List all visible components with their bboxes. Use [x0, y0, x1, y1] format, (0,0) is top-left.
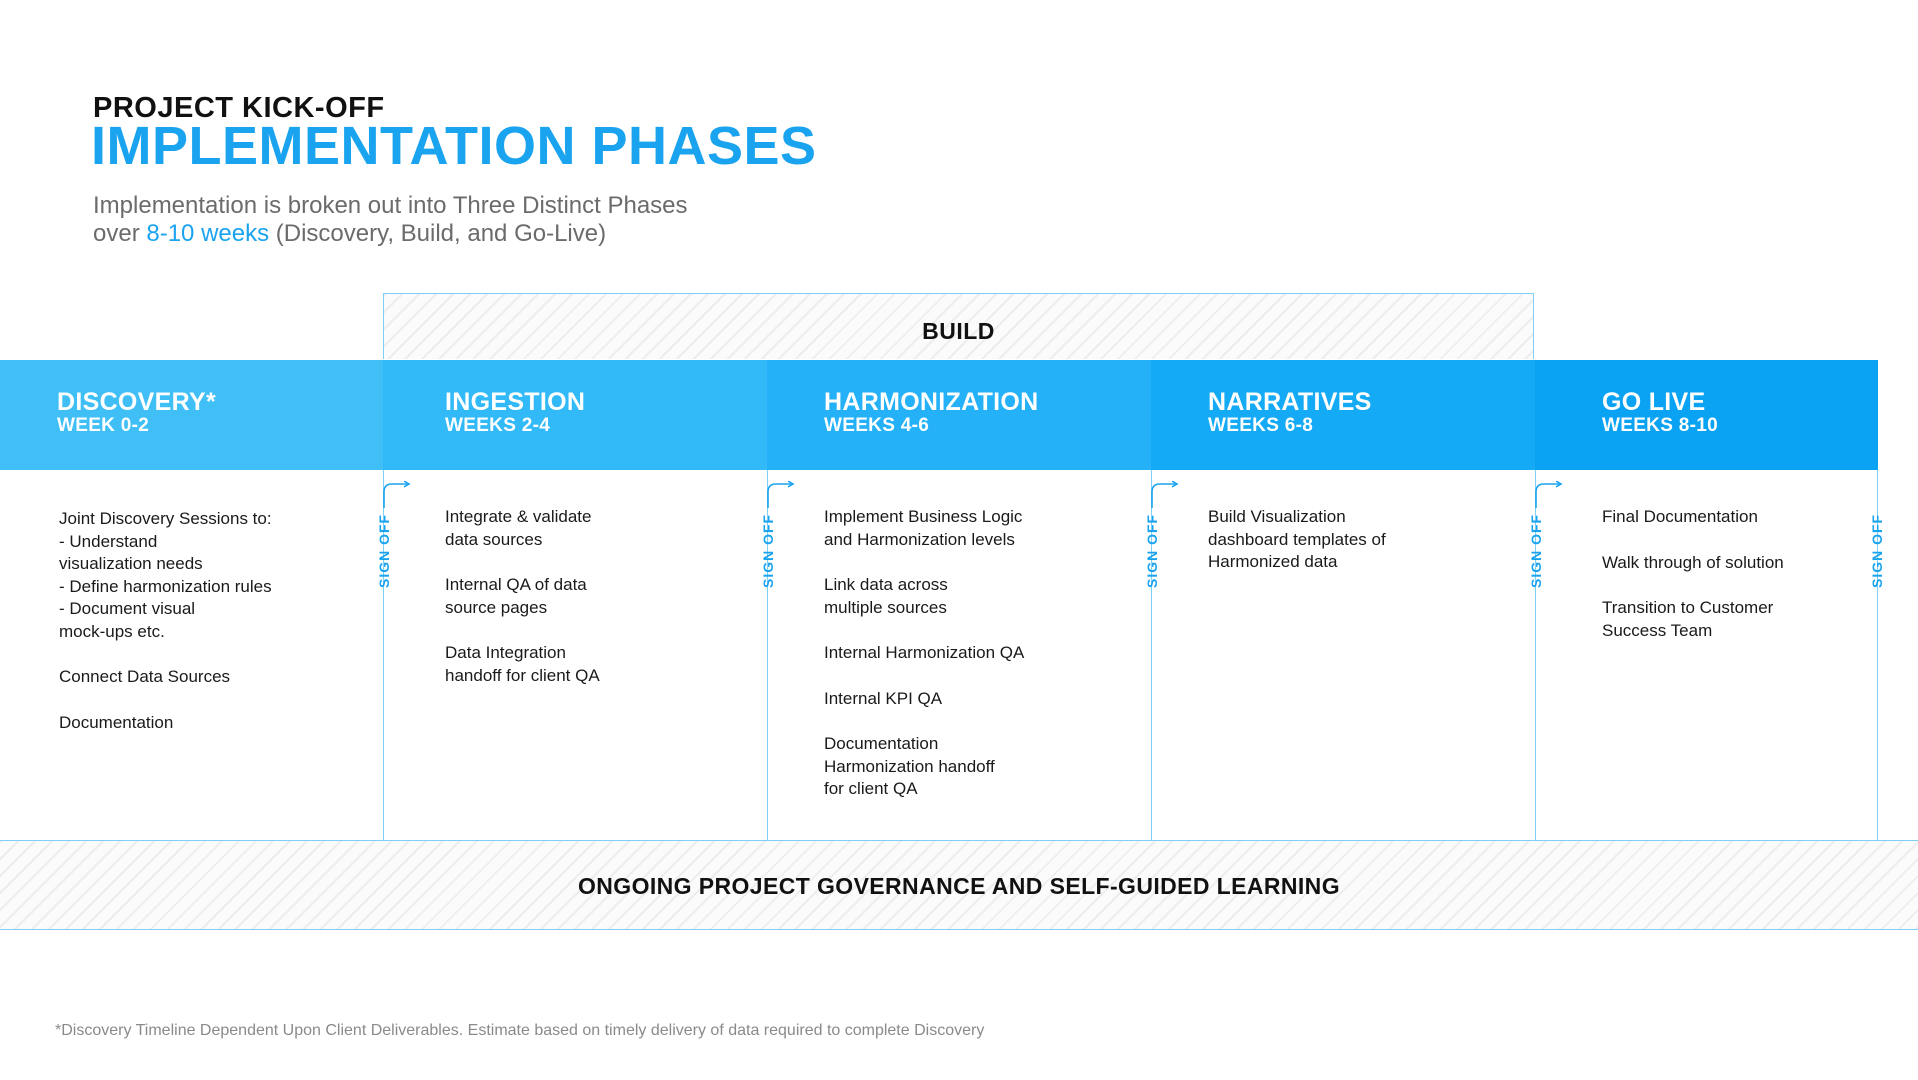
- task-item: Joint Discovery Sessions to: - Understand visualization needs - Define harmonization rules - Document visual mock-ups etc.: [59, 509, 272, 641]
- signoff-label: SIGN OFF: [1528, 514, 1544, 589]
- tasks-harmonization: [824, 506, 1024, 824]
- subtitle-line-2: [93, 220, 688, 248]
- phase-header-harmonization: [767, 360, 1151, 470]
- signoff-label: SIGN OFF: [1144, 514, 1160, 589]
- signoff-arrow-icon: [767, 481, 795, 509]
- task-item: Internal QA of data source pages: [445, 575, 587, 617]
- phase-weeks: WEEKS 6-8: [1208, 415, 1314, 436]
- phase-weeks: WEEKS 4-6: [824, 415, 930, 436]
- phase-name: GO LIVE: [1602, 388, 1706, 416]
- task-item: Internal Harmonization QA: [824, 643, 1025, 662]
- footnote: *Discovery Timeline Dependent Upon Client Deliverables. Estimate based on timely delivery of data required to complete Discovery: [55, 1022, 985, 1039]
- task-item: Documentation: [59, 712, 174, 732]
- phase-weeks: WEEK 0-2: [57, 415, 150, 436]
- signoff-label: SIGN OFF: [1869, 514, 1885, 589]
- task-item: Transition to Customer Success Team: [1602, 598, 1774, 640]
- task-item: Walk through of solution: [1602, 552, 1784, 572]
- phase-headers: [0, 360, 1878, 470]
- task-item: Build Visualization dashboard templates of Harmonized data: [1208, 507, 1386, 571]
- subtitle: [93, 192, 688, 248]
- task-item: Implement Business Logic and Harmonization levels: [824, 507, 1023, 549]
- subtitle-highlight: 8-10 weeks: [146, 220, 270, 247]
- phase-name: HARMONIZATION: [824, 388, 1039, 416]
- task-item: Connect Data Sources: [59, 667, 231, 686]
- kicker-title: PROJECT KICK-OFF: [93, 92, 385, 124]
- task-item: Final Documentation: [1602, 507, 1758, 526]
- phase-name: INGESTION: [445, 388, 586, 416]
- tasks-go-live: [1602, 506, 1784, 665]
- governance-label: ONGOING PROJECT GOVERNANCE AND SELF-GUIDED LEARNING: [578, 873, 1340, 899]
- task-item: Integrate & validate data sources: [445, 507, 592, 549]
- phase-weeks: WEEKS 8-10: [1602, 415, 1718, 436]
- phase-header-narratives: [1151, 360, 1535, 470]
- task-item: Documentation Harmonization handoff for client QA: [824, 734, 995, 798]
- subtitle-pre: over: [93, 220, 147, 247]
- build-label: BUILD: [922, 318, 995, 344]
- governance-band: [0, 840, 1918, 930]
- phase-header-discovery: [0, 360, 383, 470]
- task-item: Data Integration handoff for client QA: [445, 643, 600, 685]
- task-item: Internal KPI QA: [824, 688, 943, 708]
- phase-header-go-live: [1535, 360, 1878, 470]
- signoff-arrow-icon: [1535, 481, 1563, 509]
- tasks-discovery: [59, 508, 272, 757]
- tasks-narratives: [1208, 506, 1386, 597]
- subtitle-line-1: Implementation is broken out into Three Distinct Phases: [93, 192, 688, 219]
- signoff-arrow-icon: [1151, 481, 1179, 509]
- page-title: IMPLEMENTATION PHASES: [91, 116, 817, 176]
- build-band: [383, 293, 1534, 359]
- signoff-arrow-icon: [383, 481, 411, 509]
- phase-name: DISCOVERY*: [57, 388, 217, 416]
- tasks-ingestion: [445, 506, 600, 710]
- phase-name: NARRATIVES: [1208, 388, 1372, 416]
- phase-weeks: WEEKS 2-4: [445, 415, 551, 436]
- phase-header-ingestion: [383, 360, 767, 470]
- signoff-label: SIGN OFF: [760, 514, 776, 589]
- signoff-label: SIGN OFF: [376, 514, 392, 589]
- task-item: Link data across multiple sources: [824, 575, 948, 617]
- subtitle-post: (Discovery, Build, and Go-Live): [269, 220, 607, 247]
